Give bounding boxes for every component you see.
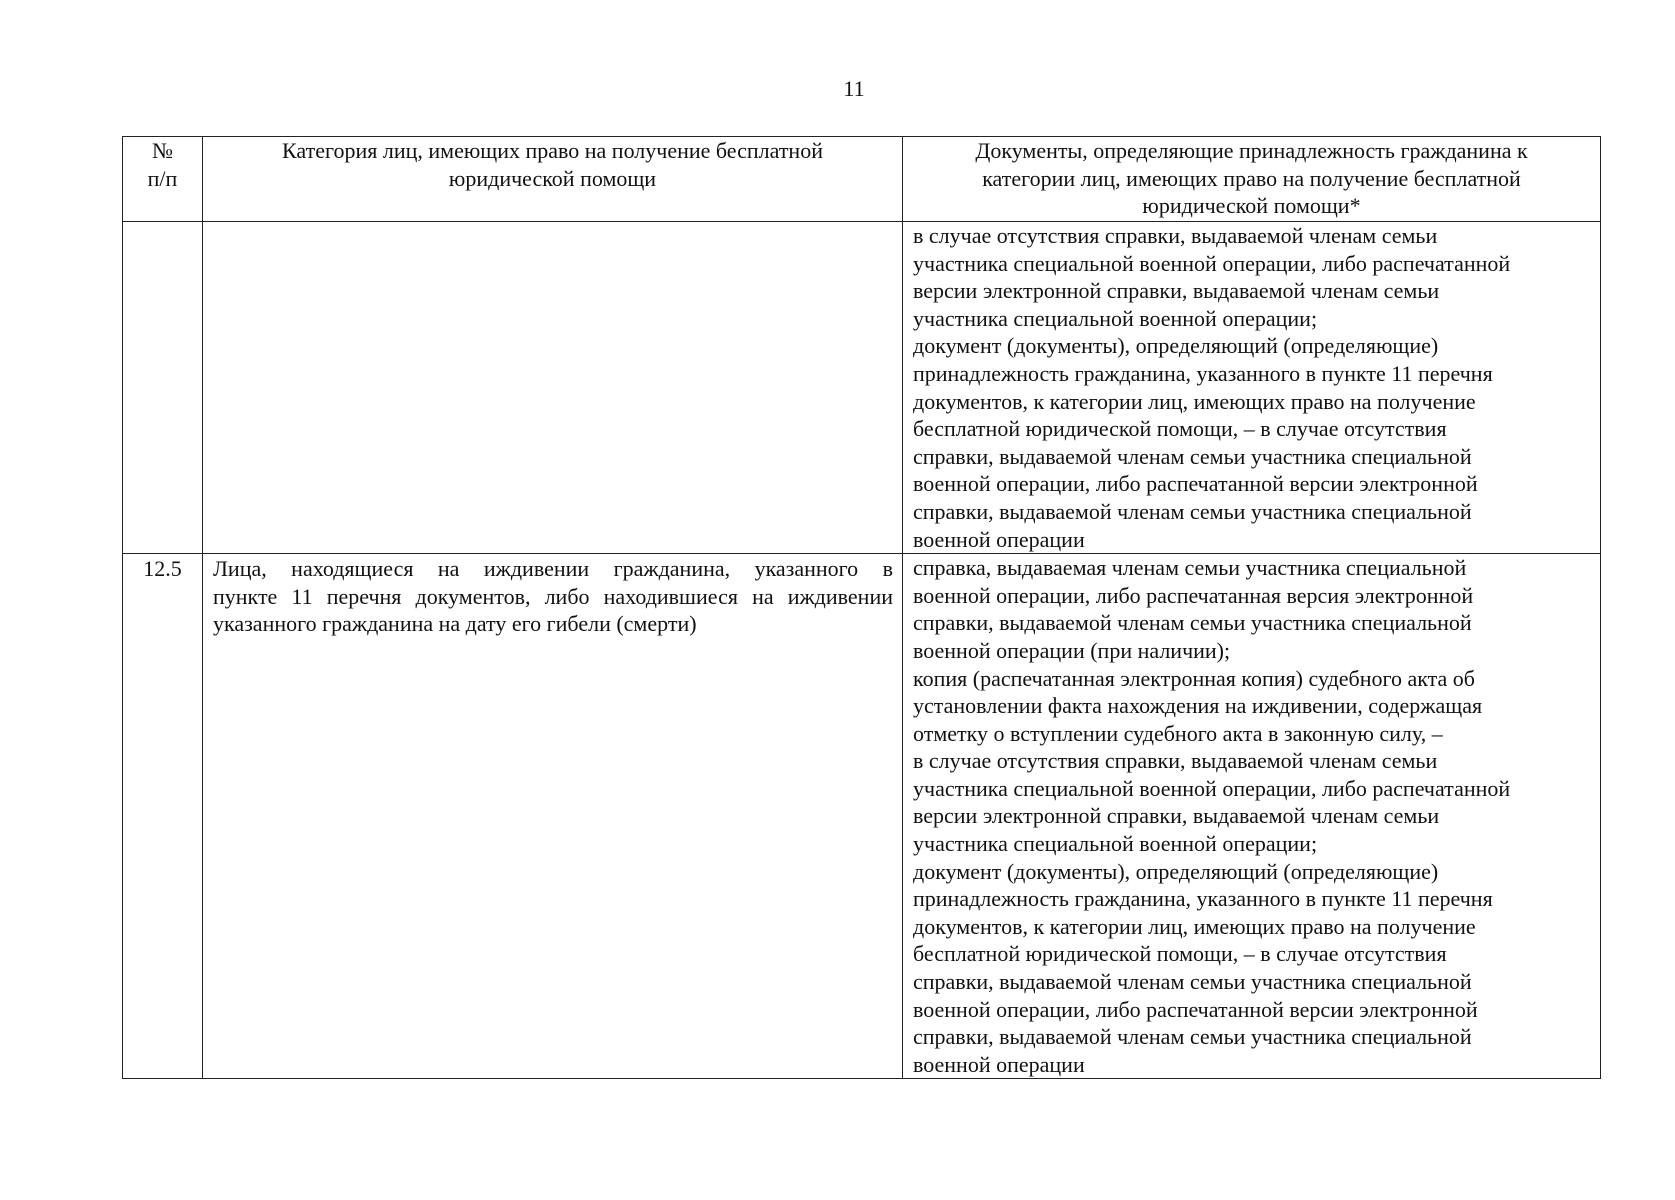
doc-line: военной операции, либо распечатанной версии электронной (913, 471, 1478, 497)
header-category-line: Категория лиц, имеющих право на получение бесплатной (282, 138, 823, 163)
doc-line: документ (документы), определяющий (определяющие) (913, 858, 1439, 884)
doc-line: участника специальной военной операции, либо распечатанной (913, 250, 1511, 276)
doc-line: копия (распечатанная электронная копия) судебного акта об (913, 665, 1475, 691)
doc-line: военной операции (913, 1051, 1085, 1077)
row-category (203, 222, 903, 554)
header-documents-line: юридической помощи* (1142, 193, 1361, 219)
doc-line: военной операции (913, 526, 1085, 552)
header-documents (903, 137, 1601, 222)
doc-line: справки, выдаваемой членам семьи участника специальной (913, 610, 1472, 636)
table-row (123, 554, 1601, 1079)
doc-line: военной операции (при наличии); (913, 637, 1231, 663)
doc-line: отметку о вступлении судебного акта в законную силу, – (913, 720, 1443, 746)
doc-line: бесплатной юридической помощи, – в случае отсутствия (913, 416, 1447, 442)
doc-line: версии электронной справки, выдаваемой членам семьи (913, 278, 1440, 304)
category-line: пункте 11 перечня документов, либо находившиеся на иждивении (213, 583, 893, 609)
row-documents (903, 222, 1601, 554)
row-documents (903, 554, 1601, 1079)
header-category (203, 137, 903, 222)
doc-line: документов, к категории лиц, имеющих право на получение (913, 388, 1476, 414)
doc-line: справки, выдаваемой членам семьи участника специальной (913, 498, 1472, 524)
doc-line: установлении факта нахождения на иждивении, содержащая (913, 693, 1483, 719)
category-line: указанного гражданина на дату его гибели (смерти) (213, 611, 697, 637)
page-number: 11 (843, 76, 865, 101)
eligibility-table (122, 136, 1601, 1079)
header-number (123, 137, 203, 222)
doc-line: в случае отсутствия справки, выдаваемой членам семьи (913, 223, 1438, 248)
header-number-line: п/п (147, 165, 178, 191)
header-documents-line: Документы, определяющие принадлежность гражданина к (975, 138, 1528, 163)
doc-line: справки, выдаваемой членам семьи участника специальной (913, 443, 1472, 469)
doc-line: участника специальной военной операции; (913, 831, 1318, 857)
doc-line: военной операции, либо распечатанной версии электронной (913, 996, 1478, 1022)
row-category (203, 554, 903, 1079)
row-number: 12.5 (123, 554, 203, 1079)
header-documents-line: категории лиц, имеющих право на получение бесплатной (982, 165, 1521, 191)
header-category-line: юридической помощи (448, 165, 657, 191)
doc-line: справка, выдаваемая членам семьи участника специальной (913, 555, 1467, 581)
doc-line: принадлежность гражданина, указанного в пункте 11 перечня (913, 360, 1493, 386)
doc-line: участника специальной военной операции; (913, 305, 1318, 331)
header-number-line: № (152, 138, 173, 163)
table-row (123, 222, 1601, 554)
category-line: Лица, находящиеся на иждивении гражданина, указанного в (213, 556, 893, 582)
doc-line: справки, выдаваемой членам семьи участника специальной (913, 1024, 1472, 1050)
doc-line: в случае отсутствия справки, выдаваемой членам семьи (913, 748, 1438, 774)
doc-line: принадлежность гражданина, указанного в пункте 11 перечня (913, 886, 1493, 912)
doc-line: документов, к категории лиц, имеющих право на получение (913, 913, 1476, 939)
doc-line: справки, выдаваемой членам семьи участника специальной (913, 969, 1472, 995)
doc-line: документ (документы), определяющий (определяющие) (913, 333, 1439, 359)
doc-line: участника специальной военной операции, либо распечатанной (913, 775, 1511, 801)
row-number (123, 222, 203, 554)
doc-line: версии электронной справки, выдаваемой членам семьи (913, 803, 1440, 829)
table-header-row (123, 137, 1601, 222)
doc-line: бесплатной юридической помощи, – в случае отсутствия (913, 941, 1447, 967)
doc-line: военной операции, либо распечатанная версия электронной (913, 582, 1474, 608)
